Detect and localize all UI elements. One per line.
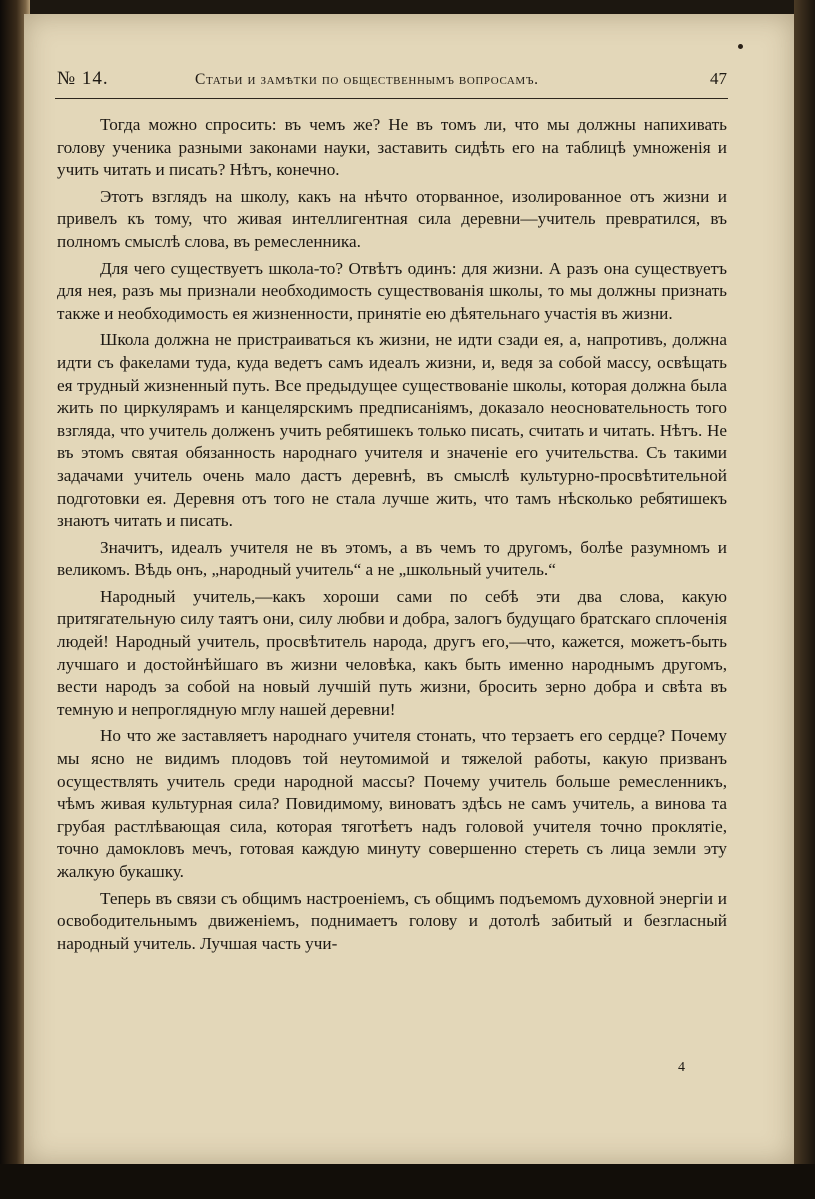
ink-speck xyxy=(738,44,743,49)
paragraph: Тогда можно спросить: въ чемъ же? Не въ томъ ли, что мы должны напихивать голову ученика разными законами науки, заставить сидѣть его на таблицѣ умноженія и учить читать и писать? Нѣтъ, конечно. xyxy=(57,115,727,180)
page-bottom-edge xyxy=(0,1164,815,1199)
article-body xyxy=(57,114,727,959)
paragraph: Значитъ, идеалъ учителя не въ этомъ, а въ чемъ то другомъ, болѣе разумномъ и великомъ. Вѣдь онъ, „народный учитель“ а не „школьный учитель.“ xyxy=(57,537,727,580)
paragraph: Народный учитель,—какъ хороши сами по себѣ эти два слова, какую притягательную силу таятъ они, силу любви и добра, залогъ будущаго братскаго сплоченія людей! Народный учитель, просвѣтитель народа, другъ его,—что, кажется, можетъ-быть лучшаго и достойнѣйшаго въ жизни человѣка, какъ быть именно народнымъ другомъ, вести народъ за собой на новый лучшій путь жизни, бросить зерно добра и свѣта въ темную и непроглядную мглу нашей деревни! xyxy=(57,586,727,719)
paragraph: Для чего существуетъ школа-то? Отвѣтъ одинъ: для жизни. А разъ она существуетъ для нея, разъ мы признали необходимость существованія школы, то мы должны признать также и необходимость ея жизненности, принятіе ею дѣятельнаго участія въ жизни. xyxy=(57,258,727,323)
paragraph: Школа должна не пристраиваться къ жизни, не идти сзади ея, а, напротивъ, должна идти съ факелами туда, куда ведетъ самъ идеалъ жизни, и, ведя за собой массу, освѣщать ея трудный жизненный путь. Все предыдущее существованіе школы, которая должна была жить по циркулярамъ и канцелярскимъ предписаніямъ, доказало неосновательность того взгляда, что учитель долженъ учить ребятишекъ только писать, считать и читать. Нѣтъ. Не въ этомъ святая обязанность народнаго учителя и значеніе его учительства. Съ такими задачами учитель очень мало дастъ деревнѣ, въ смыслѣ культурно-просвѣтительной подготовки ея. Деревня отъ того не стала лучше жить, что тамъ нѣсколько ребятишекъ знаютъ читать и писать. xyxy=(57,330,727,531)
paragraph: Этотъ взглядъ на школу, какъ на нѣчто оторванное, изолированное отъ жизни и привелъ къ тому, что живая интеллигентная сила деревни—учитель превратился, въ полномъ смыслѣ слова, въ ремесленника. xyxy=(57,186,727,251)
running-header xyxy=(57,68,727,96)
issue-number: № 14. xyxy=(57,68,109,89)
signature-mark: 4 xyxy=(678,1060,685,1075)
page-right-edge xyxy=(794,0,815,1199)
paragraph: Но что же заставляетъ народнаго учителя стонать, что терзаетъ его сердце? Почему мы ясно не видимъ плодовъ той неутомимой и тяжелой работы, какую призванъ осуществлять учитель среди народной массы? Почему учитель больше ремесленникъ, чѣмъ живая культурная сила? Повидимому, виноватъ здѣсь не самъ учитель, а винова та грубая растлѣвающая сила, которая тяготѣетъ надъ головой учителя точно проклятіе, точно дамокловъ мечъ, готовая каждую минуту совершенно стереть съ лица земли эту жалкую букашку. xyxy=(57,726,727,881)
header-rule xyxy=(55,98,728,99)
section-title: Статьи и замѣтки по общественнымъ вопросамъ. xyxy=(195,71,539,88)
paragraph: Теперь въ связи съ общимъ настроеніемъ, съ общимъ подъемомъ духовной энергіи и освободительнымъ движеніемъ, поднимаетъ голову и дотолѣ забитый и безгласный народный учитель. Лучшая часть учи- xyxy=(57,888,727,953)
page-number: 47 xyxy=(710,69,727,88)
